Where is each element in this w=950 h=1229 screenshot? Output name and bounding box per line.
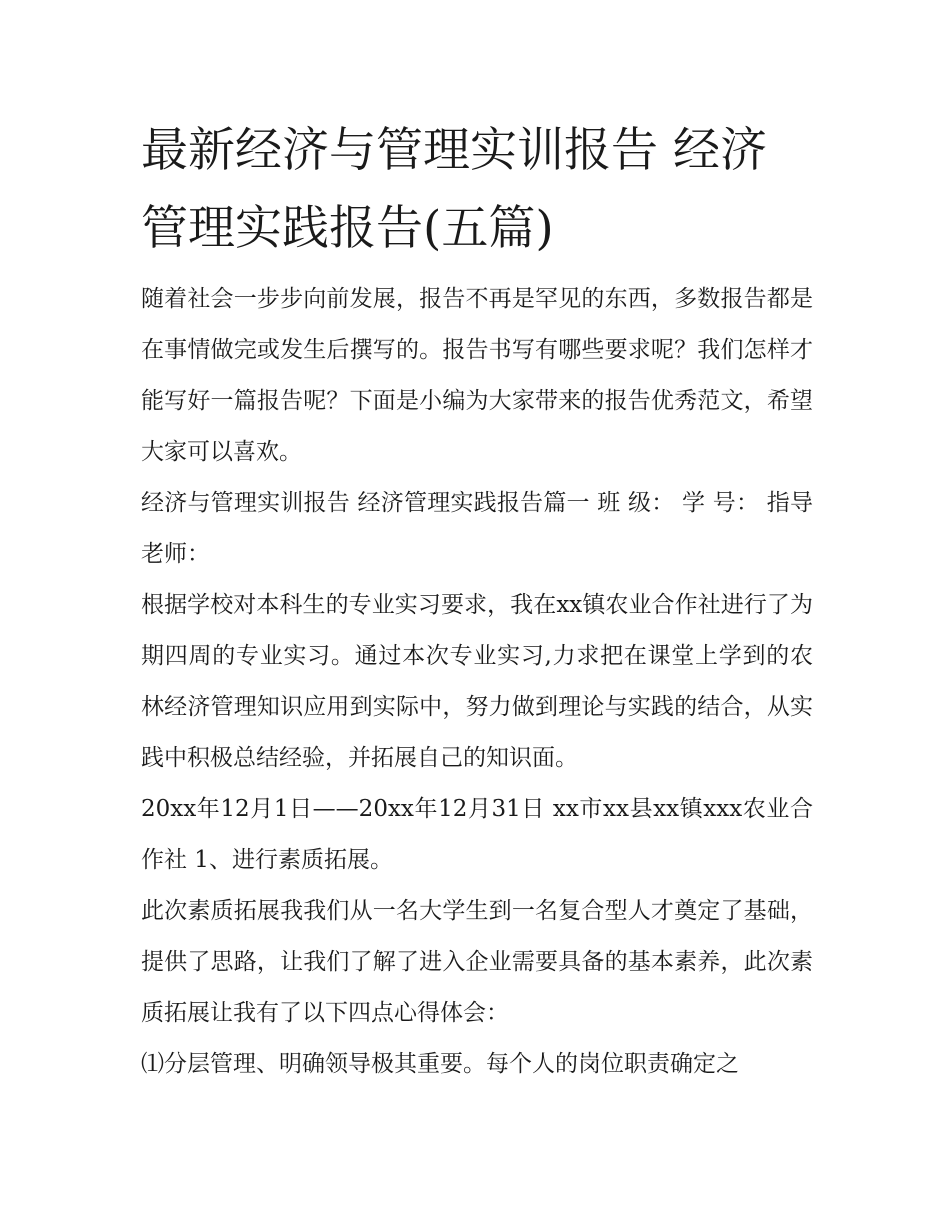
paragraph-report-header: 经济与管理实训报告 经济管理实践报告篇一 班 级： 学 号： 指导老师： (141, 490, 813, 567)
paragraph-internship-purpose: 根据学校对本科生的专业实习要求，我在xx镇农业合作社进行了为期四周的专业实习。通过本次专业实习,力求把在课堂上学到的农林经济管理知识应用到实际中，努力做到理论与实践的结合，从实践中积极总结经验，并拓展自己的知识面。 (141, 592, 813, 771)
document-title: 最新经济与管理实训报告 经济管理实践报告(五篇) (141, 123, 767, 256)
paragraph-point-one: ⑴分层管理、明确领导极其重要。每个人的岗位职责确定之 (141, 1051, 739, 1077)
paragraph-intro: 随着社会一步步向前发展，报告不再是罕见的东西，多数报告都是在事情做完或发生后撰写的。报告书写有哪些要求呢？我们怎样才能写好一篇报告呢？下面是小编为大家带来的报告优秀范文，希望大家可以喜欢。 (141, 286, 813, 465)
paragraph-quality-expansion: 此次素质拓展我我们从一名大学生到一名复合型人才奠定了基础，提供了思路，让我们了解了进入企业需要具备的基本素养，此次素质拓展让我有了以下四点心得体会： (141, 898, 813, 1026)
paragraph-internship-time-place: 20xx年12月1日——20xx年12月31日 xx市xx县xx镇xxx农业合作社 1、进行素质拓展。 (141, 796, 813, 873)
document-page (141, 112, 813, 1090)
